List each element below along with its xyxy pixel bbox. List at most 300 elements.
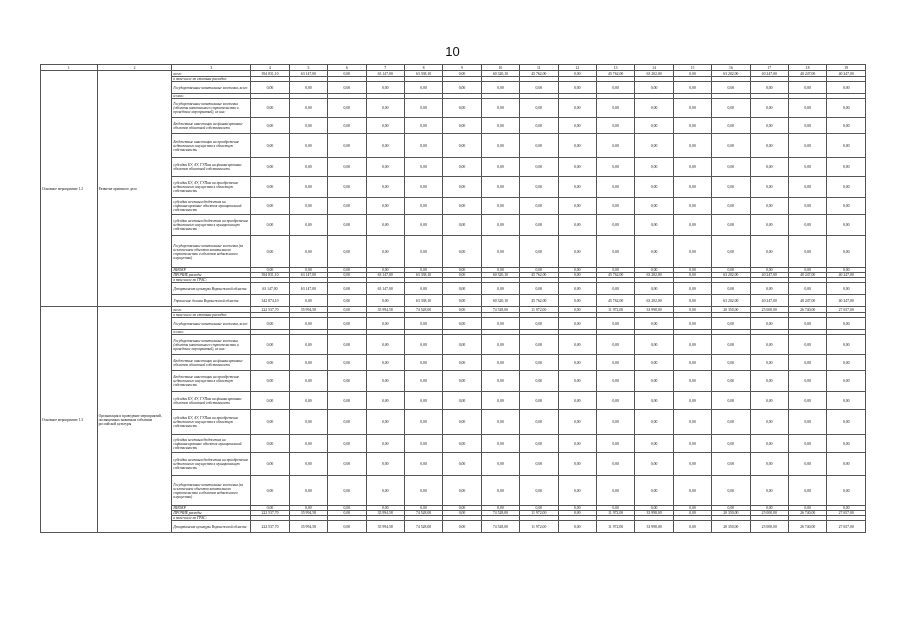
value-cell: 40 247,00 [788,273,826,278]
value-cell: 0,00 [443,355,481,371]
value-cell: 25 000,00 [750,307,788,313]
value-cell: 0,00 [328,177,366,198]
value-cell: 0,00 [520,177,558,198]
value-cell: 0,00 [366,134,404,158]
value-cell: 45 762,00 [520,71,558,77]
value-cell: 0,00 [827,506,866,511]
value-cell: 0,00 [558,355,596,371]
value-cell: 0,00 [827,435,866,453]
value-cell: 0,00 [788,318,826,330]
value-cell: 0,00 [328,82,366,94]
value-cell: 0,00 [443,268,481,273]
value-cell: 0,00 [366,268,404,273]
value-cell: 0,00 [750,99,788,118]
value-cell: 35 994,58 [366,521,404,533]
value-cell: 0,00 [750,318,788,330]
value-cell: 0,00 [827,318,866,330]
value-cell: 0,00 [328,453,366,476]
row-label: НИОКР [172,506,251,511]
value-cell: 0,00 [788,177,826,198]
value-cell: 0,00 [827,198,866,215]
value-cell: 0,00 [328,268,366,273]
value-cell: 0,00 [827,476,866,506]
value-cell: 0,00 [712,118,750,134]
value-cell: 0,00 [712,215,750,236]
value-cell: 0,00 [788,236,826,268]
value-cell: 45 762,00 [596,295,634,307]
value-cell: 0,00 [443,177,481,198]
value-cell: 0,00 [750,453,788,476]
value-cell: 63 338,10 [404,71,442,77]
value-cell: 35 994,58 [366,307,404,313]
value-cell: 0,00 [635,215,673,236]
value-cell: 0,00 [404,215,442,236]
row-label: в том числе по статьям расходов: [172,313,251,318]
value-cell: 0,00 [673,521,711,533]
value-cell: 11 972,00 [520,511,558,516]
value-cell: 0,00 [788,134,826,158]
budget-table [40,64,866,533]
column-number: 13 [596,65,634,71]
value-cell: 35 994,58 [289,521,327,533]
value-cell: 0,00 [443,476,481,506]
value-cell: 0,00 [635,392,673,410]
value-cell: 45 762,00 [520,295,558,307]
value-cell: 0,00 [404,476,442,506]
column-number: 7 [366,65,404,71]
page-number: 10 [445,44,460,59]
value-cell: 0,00 [712,198,750,215]
value-cell: 0,00 [404,318,442,330]
value-cell: 0,00 [750,215,788,236]
value-cell: 0,00 [443,215,481,236]
value-cell: 0,00 [443,506,481,511]
value-cell: 20 350,00 [712,521,750,533]
value-cell: 0,00 [712,506,750,511]
value-cell: 0,00 [635,453,673,476]
value-cell: 0,00 [481,392,519,410]
row-label: всего [172,71,251,77]
value-cell: 0,00 [328,371,366,392]
value-cell: 0,00 [481,177,519,198]
value-cell: 0,00 [750,198,788,215]
value-cell: 0,00 [635,435,673,453]
value-cell: 0,00 [750,371,788,392]
value-cell: 0,00 [289,198,327,215]
value-cell: 0,00 [673,268,711,273]
value-cell: 0,00 [750,283,788,295]
value-cell: 0,00 [596,283,634,295]
value-cell: 0,00 [443,410,481,435]
value-cell: 40 247,00 [750,295,788,307]
value-cell: 0,00 [827,392,866,410]
value-cell: 0,00 [788,506,826,511]
value-cell: 33 998,00 [635,307,673,313]
value-cell: 0,00 [635,82,673,94]
value-cell: 0,00 [404,177,442,198]
value-cell: 40 247,00 [750,71,788,77]
value-cell: 0,00 [520,118,558,134]
value-cell: 0,00 [366,410,404,435]
value-cell: 0,00 [750,177,788,198]
value-cell: 0,00 [788,355,826,371]
value-cell: 0,00 [673,134,711,158]
value-cell: 0,00 [558,511,596,516]
row-label: субсидии местным бюджетам на софинансирование объектов муниципальной собственности [172,198,251,215]
value-cell: 0,00 [520,355,558,371]
value-cell: 74 528,00 [404,511,442,516]
value-cell: 0,00 [366,82,404,94]
value-cell: 0,00 [558,476,596,506]
column-number: 18 [788,65,826,71]
value-cell: 0,00 [520,268,558,273]
value-cell: 0,00 [635,371,673,392]
value-cell: 0,00 [481,371,519,392]
value-cell: 63 202,00 [635,295,673,307]
row-label: субсидии местным бюджетам на приобретение недвижимого имущества в муниципальную собственность [172,453,251,476]
value-cell: 0,00 [788,453,826,476]
value-cell: 0,00 [289,355,327,371]
value-cell: 26 740,00 [788,511,826,516]
value-cell: 0,00 [520,371,558,392]
value-cell: 0,00 [251,506,289,511]
value-cell: 0,00 [443,511,481,516]
value-cell: 0,00 [827,371,866,392]
value-cell: 0,00 [404,236,442,268]
value-cell: 0,00 [827,158,866,177]
value-cell: 0,00 [596,268,634,273]
value-cell: 0,00 [289,371,327,392]
value-cell: 0,00 [443,71,481,77]
value-cell: 0,00 [635,410,673,435]
value-cell: 0,00 [520,82,558,94]
value-cell: 0,00 [251,453,289,476]
value-cell: 0,00 [520,476,558,506]
value-cell: 0,00 [673,355,711,371]
row-label: из них: [172,330,251,335]
value-cell: 0,00 [596,476,634,506]
row-label: Государственные капитальные вложения (за исключением объектов капитального строительства и объектов недвижимого имущества) [172,476,251,506]
value-cell: 0,00 [443,521,481,533]
value-cell: 0,00 [750,392,788,410]
value-cell: 0,00 [481,268,519,273]
value-cell: 63 147,00 [289,71,327,77]
value-cell: 0,00 [596,371,634,392]
value-cell: 222 537,70 [251,521,289,533]
value-cell: 0,00 [558,335,596,355]
value-cell: 0,00 [635,355,673,371]
row-label: субсидии БУ, АУ, ГУПам на финансирование объектов областной собственности [172,392,251,410]
value-cell: 0,00 [750,476,788,506]
value-cell: 0,00 [366,158,404,177]
value-cell: 63 147,00 [251,283,289,295]
row-label: в том числе по статьям расходов: [172,77,251,82]
value-cell: 0,00 [673,453,711,476]
value-cell: 11 972,00 [520,521,558,533]
value-cell: 63 202,00 [635,273,673,278]
value-cell: 0,00 [404,99,442,118]
value-cell: 0,00 [404,371,442,392]
value-cell: 35 994,58 [366,511,404,516]
row-label: субсидии БУ, АУ, ГУПам на финансирование объектов областной собственности [172,158,251,177]
value-cell: 0,00 [251,435,289,453]
value-cell: 0,00 [673,158,711,177]
value-cell: 0,00 [289,318,327,330]
value-cell: 0,00 [251,335,289,355]
value-cell: 0,00 [289,118,327,134]
column-number: 5 [289,65,327,71]
row-label: в том числе по ГРБС: [172,516,251,521]
value-cell: 0,00 [635,506,673,511]
value-cell: 0,00 [328,392,366,410]
value-cell: 0,00 [788,215,826,236]
value-cell: 0,00 [404,392,442,410]
value-cell: 0,00 [289,435,327,453]
value-cell: 0,00 [328,355,366,371]
value-cell: 0,00 [673,71,711,77]
value-cell: 0,00 [520,99,558,118]
value-cell: 0,00 [750,158,788,177]
value-cell: 0,00 [596,435,634,453]
value-cell: 0,00 [289,82,327,94]
value-cell: 0,00 [481,506,519,511]
value-cell: 0,00 [520,392,558,410]
value-cell: 0,00 [520,435,558,453]
value-cell: 0,00 [251,134,289,158]
value-cell: 0,00 [635,236,673,268]
value-cell: 63 147,00 [289,273,327,278]
value-cell: 26 740,00 [788,521,826,533]
value-cell: 0,00 [673,198,711,215]
value-cell: 0,00 [328,318,366,330]
value-cell: 63 338,10 [404,273,442,278]
row-label: Департамент культуры Воронежской области [172,521,251,533]
value-cell: 0,00 [750,410,788,435]
value-cell: 0,00 [596,158,634,177]
value-cell: 0,00 [712,236,750,268]
value-cell: 0,00 [366,118,404,134]
value-cell: 0,00 [712,453,750,476]
value-cell: 0,00 [596,453,634,476]
value-cell: 0,00 [827,410,866,435]
value-cell: 0,00 [366,453,404,476]
value-cell: 0,00 [366,177,404,198]
value-cell: 74 528,00 [404,521,442,533]
value-cell: 0,00 [558,71,596,77]
value-cell: 0,00 [251,355,289,371]
value-cell: 0,00 [788,283,826,295]
value-cell: 0,00 [827,268,866,273]
value-cell: 74 528,00 [481,521,519,533]
value-cell: 0,00 [481,410,519,435]
value-cell: 0,00 [251,236,289,268]
value-cell: 63 202,00 [712,295,750,307]
value-cell: 0,00 [558,236,596,268]
column-number: 8 [404,65,442,71]
value-cell: 0,00 [673,99,711,118]
value-cell: 0,00 [635,283,673,295]
value-cell: 0,00 [289,453,327,476]
event-code: Основное мероприятие 1.2 [41,71,98,307]
column-number: 17 [750,65,788,71]
value-cell: 0,00 [443,283,481,295]
value-cell: 35 994,58 [289,511,327,516]
value-cell: 0,00 [443,198,481,215]
value-cell: 0,00 [596,198,634,215]
value-cell: 0,00 [788,99,826,118]
value-cell: 0,00 [443,371,481,392]
value-cell: 20 350,00 [712,307,750,313]
value-cell: 11 972,00 [596,511,634,516]
value-cell: 0,00 [750,268,788,273]
value-cell: 20 350,00 [712,511,750,516]
row-label: Государственные капитальные вложения (объекты капитального строительства и проведение мероприятий), из них: [172,335,251,355]
value-cell: 0,00 [596,177,634,198]
value-cell: 0,00 [635,118,673,134]
value-cell: 63 147,00 [289,283,327,295]
value-cell: 0,00 [481,355,519,371]
value-cell: 0,00 [481,82,519,94]
value-cell: 0,00 [558,118,596,134]
value-cell: 0,00 [558,521,596,533]
value-cell: 0,00 [558,177,596,198]
value-cell: 0,00 [328,511,366,516]
value-cell: 60 320,10 [481,295,519,307]
value-cell: 0,00 [443,82,481,94]
value-cell: 60 320,10 [481,71,519,77]
value-cell: 45 762,00 [596,273,634,278]
value-cell: 0,00 [712,158,750,177]
value-cell: 0,00 [673,476,711,506]
value-cell: 0,00 [366,506,404,511]
value-cell: 40 247,00 [750,273,788,278]
value-cell: 0,00 [558,268,596,273]
column-number: 3 [172,65,251,71]
value-cell: 0,00 [289,99,327,118]
value-cell: 0,00 [404,268,442,273]
value-cell: 0,00 [251,268,289,273]
event-title: Организация и проведение мероприятий, посвященных значимым событиям российской культуры [97,307,172,533]
value-cell: 40 247,00 [788,71,826,77]
value-cell: 0,00 [673,506,711,511]
value-cell: 0,00 [827,355,866,371]
value-cell: 0,00 [443,99,481,118]
value-cell: 45 762,00 [596,71,634,77]
value-cell: 0,00 [712,435,750,453]
value-cell: 0,00 [251,476,289,506]
value-cell: 0,00 [443,453,481,476]
value-cell: 27 657,00 [827,511,866,516]
value-cell: 0,00 [712,371,750,392]
value-cell: 0,00 [520,453,558,476]
value-cell: 33 998,00 [635,521,673,533]
value-cell: 0,00 [673,371,711,392]
value-cell: 0,00 [635,335,673,355]
row-label: в том числе по ГРБС: [172,278,251,283]
value-cell: 0,00 [328,435,366,453]
value-cell: 0,00 [750,506,788,511]
value-cell: 0,00 [289,215,327,236]
row-label: Государственные капитальные вложения, всего [172,318,251,330]
value-cell: 0,00 [827,236,866,268]
value-cell: 0,00 [558,99,596,118]
value-cell: 0,00 [289,134,327,158]
value-cell: 0,00 [558,435,596,453]
value-cell: 0,00 [328,273,366,278]
value-cell: 0,00 [481,236,519,268]
value-cell: 0,00 [443,118,481,134]
value-cell: 0,00 [366,435,404,453]
value-cell: 0,00 [827,215,866,236]
column-number: 6 [328,65,366,71]
value-cell: 0,00 [558,307,596,313]
value-cell: 0,00 [366,99,404,118]
value-cell: 0,00 [520,236,558,268]
value-cell: 11 972,00 [596,307,634,313]
value-cell: 60 320,10 [481,273,519,278]
value-cell: 0,00 [328,521,366,533]
value-cell: 342 874,10 [251,295,289,307]
value-cell: 63 202,00 [635,71,673,77]
value-cell: 0,00 [289,268,327,273]
value-cell: 0,00 [328,71,366,77]
row-label: ПРОЧИЕ расходы [172,511,251,516]
value-cell: 0,00 [289,476,327,506]
value-cell: 0,00 [289,295,327,307]
value-cell: 0,00 [558,506,596,511]
value-cell: 0,00 [481,318,519,330]
value-cell: 0,00 [788,158,826,177]
value-cell: 0,00 [596,506,634,511]
value-cell: 0,00 [827,134,866,158]
value-cell: 0,00 [328,335,366,355]
value-cell: 0,00 [673,295,711,307]
value-cell: 0,00 [673,177,711,198]
value-cell: 0,00 [520,335,558,355]
row-label: Государственные капитальные вложения (за исключением объектов капитального строительства и объектов недвижимого имущества) [172,236,251,268]
value-cell: 0,00 [596,392,634,410]
value-cell: 0,00 [404,118,442,134]
value-cell: 0,00 [481,335,519,355]
value-cell: 0,00 [251,82,289,94]
value-cell: 0,00 [712,410,750,435]
value-cell: 40 247,00 [827,295,866,307]
value-cell: 63 202,00 [712,273,750,278]
value-cell: 0,00 [443,318,481,330]
value-cell: 0,00 [712,318,750,330]
value-cell: 45 762,00 [520,273,558,278]
value-cell: 0,00 [289,506,327,511]
value-cell: 0,00 [788,335,826,355]
event-title: Развитие архивного дела [97,71,172,307]
value-cell: 0,00 [443,295,481,307]
value-cell: 0,00 [520,198,558,215]
row-label: субсидии БУ, АУ, ГУПам на приобретение недвижимого имущества в областную собственность [172,177,251,198]
value-cell: 394 831,10 [251,71,289,77]
row-label: Государственные капитальные вложения (объекты капитального строительства и проведение мероприятий), из них: [172,99,251,118]
value-cell: 0,00 [558,198,596,215]
value-cell: 0,00 [366,476,404,506]
value-cell: 0,00 [328,410,366,435]
value-cell: 0,00 [635,198,673,215]
value-cell: 0,00 [328,236,366,268]
value-cell: 0,00 [673,82,711,94]
value-cell: 0,00 [481,453,519,476]
value-cell: 0,00 [712,335,750,355]
value-cell: 0,00 [712,355,750,371]
value-cell: 0,00 [635,318,673,330]
value-cell: 0,00 [673,511,711,516]
